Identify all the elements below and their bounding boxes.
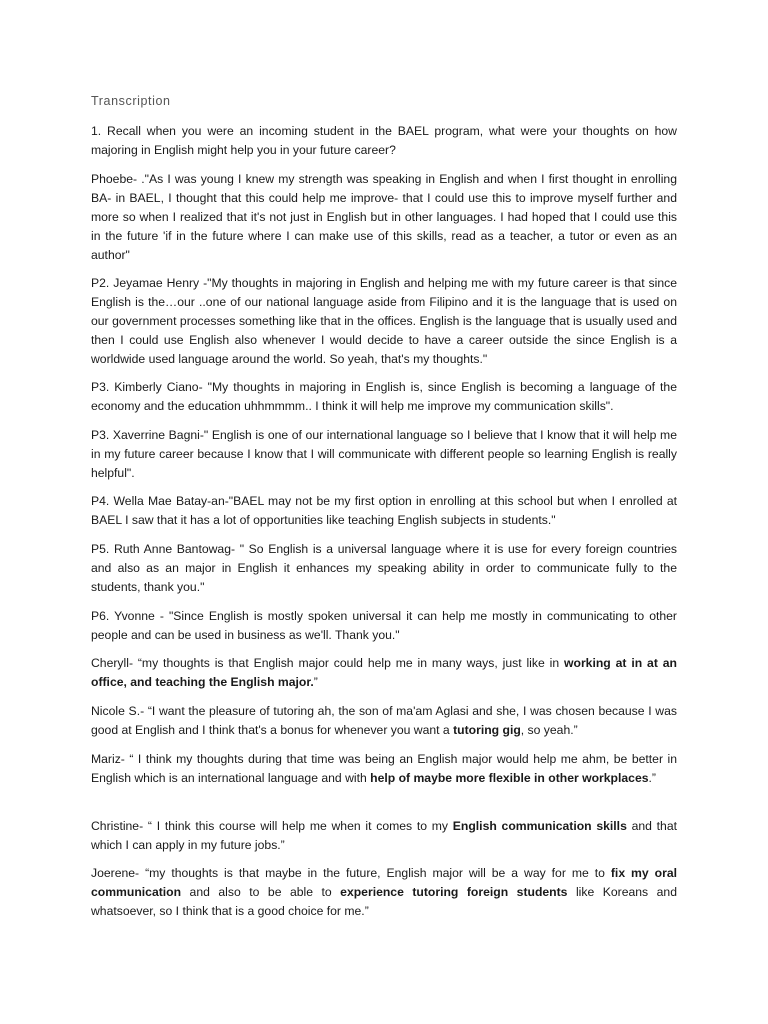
speaker-name: Cheryll bbox=[91, 656, 129, 670]
speaker-name: P4. Wella Mae Batay-an bbox=[91, 494, 225, 508]
question-text: 1. Recall when you were an incoming student in the BAEL program, what were your thoughts on how majoring in English might help you in your future career? bbox=[91, 124, 677, 157]
speaker-name: P6. Yvonne bbox=[91, 609, 160, 623]
response-paragraph bbox=[91, 864, 677, 921]
response-paragraph bbox=[91, 702, 677, 740]
response-text: -" English is one of our international language so I believe that I know that it will help me in my future career because I know that I will communicate with different people so learning English is really helpful". bbox=[91, 428, 677, 480]
speaker-name: P3. Kimberly Ciano bbox=[91, 380, 199, 394]
response-text: -"My thoughts in majoring in English and helping me with my future career is that since English is the…our ..one of our national language aside from Filipino and it is the language that is used on our government processes something like that in the offices. English is the language that is usually used and then I could use English also whenever I would decide to have a career outside the since English is a worldwide used language around the world. So yeah, that's my thoughts." bbox=[91, 276, 677, 366]
response-paragraph bbox=[91, 378, 677, 416]
speaker-name: P5. Ruth Anne Bantowag bbox=[91, 542, 231, 556]
response-paragraph bbox=[91, 540, 677, 597]
speaker-name: Christine bbox=[91, 819, 140, 833]
emphasized-text: help of maybe more flexible in other workplaces bbox=[370, 771, 649, 785]
response-text: , so yeah.” bbox=[520, 723, 578, 737]
emphasized-text: working at in at an office, and teaching the English major. bbox=[91, 656, 677, 689]
response-text: and also to be able to bbox=[181, 885, 341, 899]
response-text: like Koreans and whatsoever, so I think that is a good choice for me.” bbox=[91, 885, 677, 918]
response-text: - “I want the pleasure of tutoring ah, the son of ma'am Aglasi and she, I was chosen because I was good at English and I think that's a bonus for whenever you want a bbox=[91, 704, 677, 737]
emphasized-text: experience tutoring foreign students bbox=[340, 885, 568, 899]
response-text: - “ I think my thoughts during that time was being an English major would help me ahm, be better in English which is an international language and with bbox=[91, 752, 677, 785]
document-title: Transcription bbox=[91, 94, 171, 108]
response-text: - “my thoughts is that English major could help me in many ways, just like in bbox=[128, 656, 565, 670]
response-text: - " So English is a universal language where it is use for every foreign countries and also as an major in English it enhances my speaking ability in order to communicate fully to the students, thank you." bbox=[91, 542, 677, 594]
response-paragraph bbox=[91, 750, 677, 788]
speaker-name: Joerene bbox=[91, 866, 136, 880]
response-paragraph bbox=[91, 817, 677, 855]
emphasized-text: fix my oral communication bbox=[91, 866, 677, 899]
emphasized-text: tutoring gig bbox=[453, 723, 521, 737]
emphasized-text: English communication skills bbox=[452, 819, 627, 833]
response-text: - "Since English is mostly spoken universal it can help me mostly in communicating to other people and can be used in business as we'll. Thank you." bbox=[91, 609, 677, 642]
speaker-name: Nicole S. bbox=[91, 704, 141, 718]
response-text: - "My thoughts in majoring in English is, since English is becoming a language of the economy and the education uhhmmmm.. I think it will help me improve my communication skills". bbox=[91, 380, 677, 413]
response-text: ."As I was young I knew my strength was speaking in English and when I first thought in enrolling BA- in BAEL, I thought that this could help me improve- that I could use this to improve myself further and more so when I realized that it's not just in English but in other languages. I had hoped that I could use this in the future 'if in the future where I can make use of this skills, read as a teacher, a tutor or even as an author" bbox=[91, 172, 677, 262]
response-paragraph bbox=[91, 492, 677, 530]
response-text: - “ I think this course will help me when it comes to my bbox=[139, 819, 453, 833]
speaker-name: P3. Xaverrine Bagni bbox=[91, 428, 200, 442]
response-paragraph bbox=[91, 607, 677, 645]
response-text: ” bbox=[313, 675, 318, 689]
response-paragraph bbox=[91, 170, 677, 265]
response-text: .” bbox=[648, 771, 656, 785]
speaker-name: Phoebe- bbox=[91, 172, 142, 186]
speaker-name: P2. Jeyamae Henry bbox=[91, 276, 204, 290]
response-paragraph bbox=[91, 274, 677, 369]
response-paragraph bbox=[91, 654, 677, 692]
response-text: -"BAEL may not be my first option in enrolling at this school but when I enrolled at BAEL I saw that it has a lot of opportunities like teaching English subjects in students." bbox=[91, 494, 677, 527]
response-text: and that which I can apply in my future jobs.” bbox=[91, 819, 677, 852]
response-text: - “my thoughts is that maybe in the future, English major will be a way for me to bbox=[135, 866, 611, 880]
response-paragraph bbox=[91, 426, 677, 483]
speaker-name: Mariz bbox=[91, 752, 121, 766]
